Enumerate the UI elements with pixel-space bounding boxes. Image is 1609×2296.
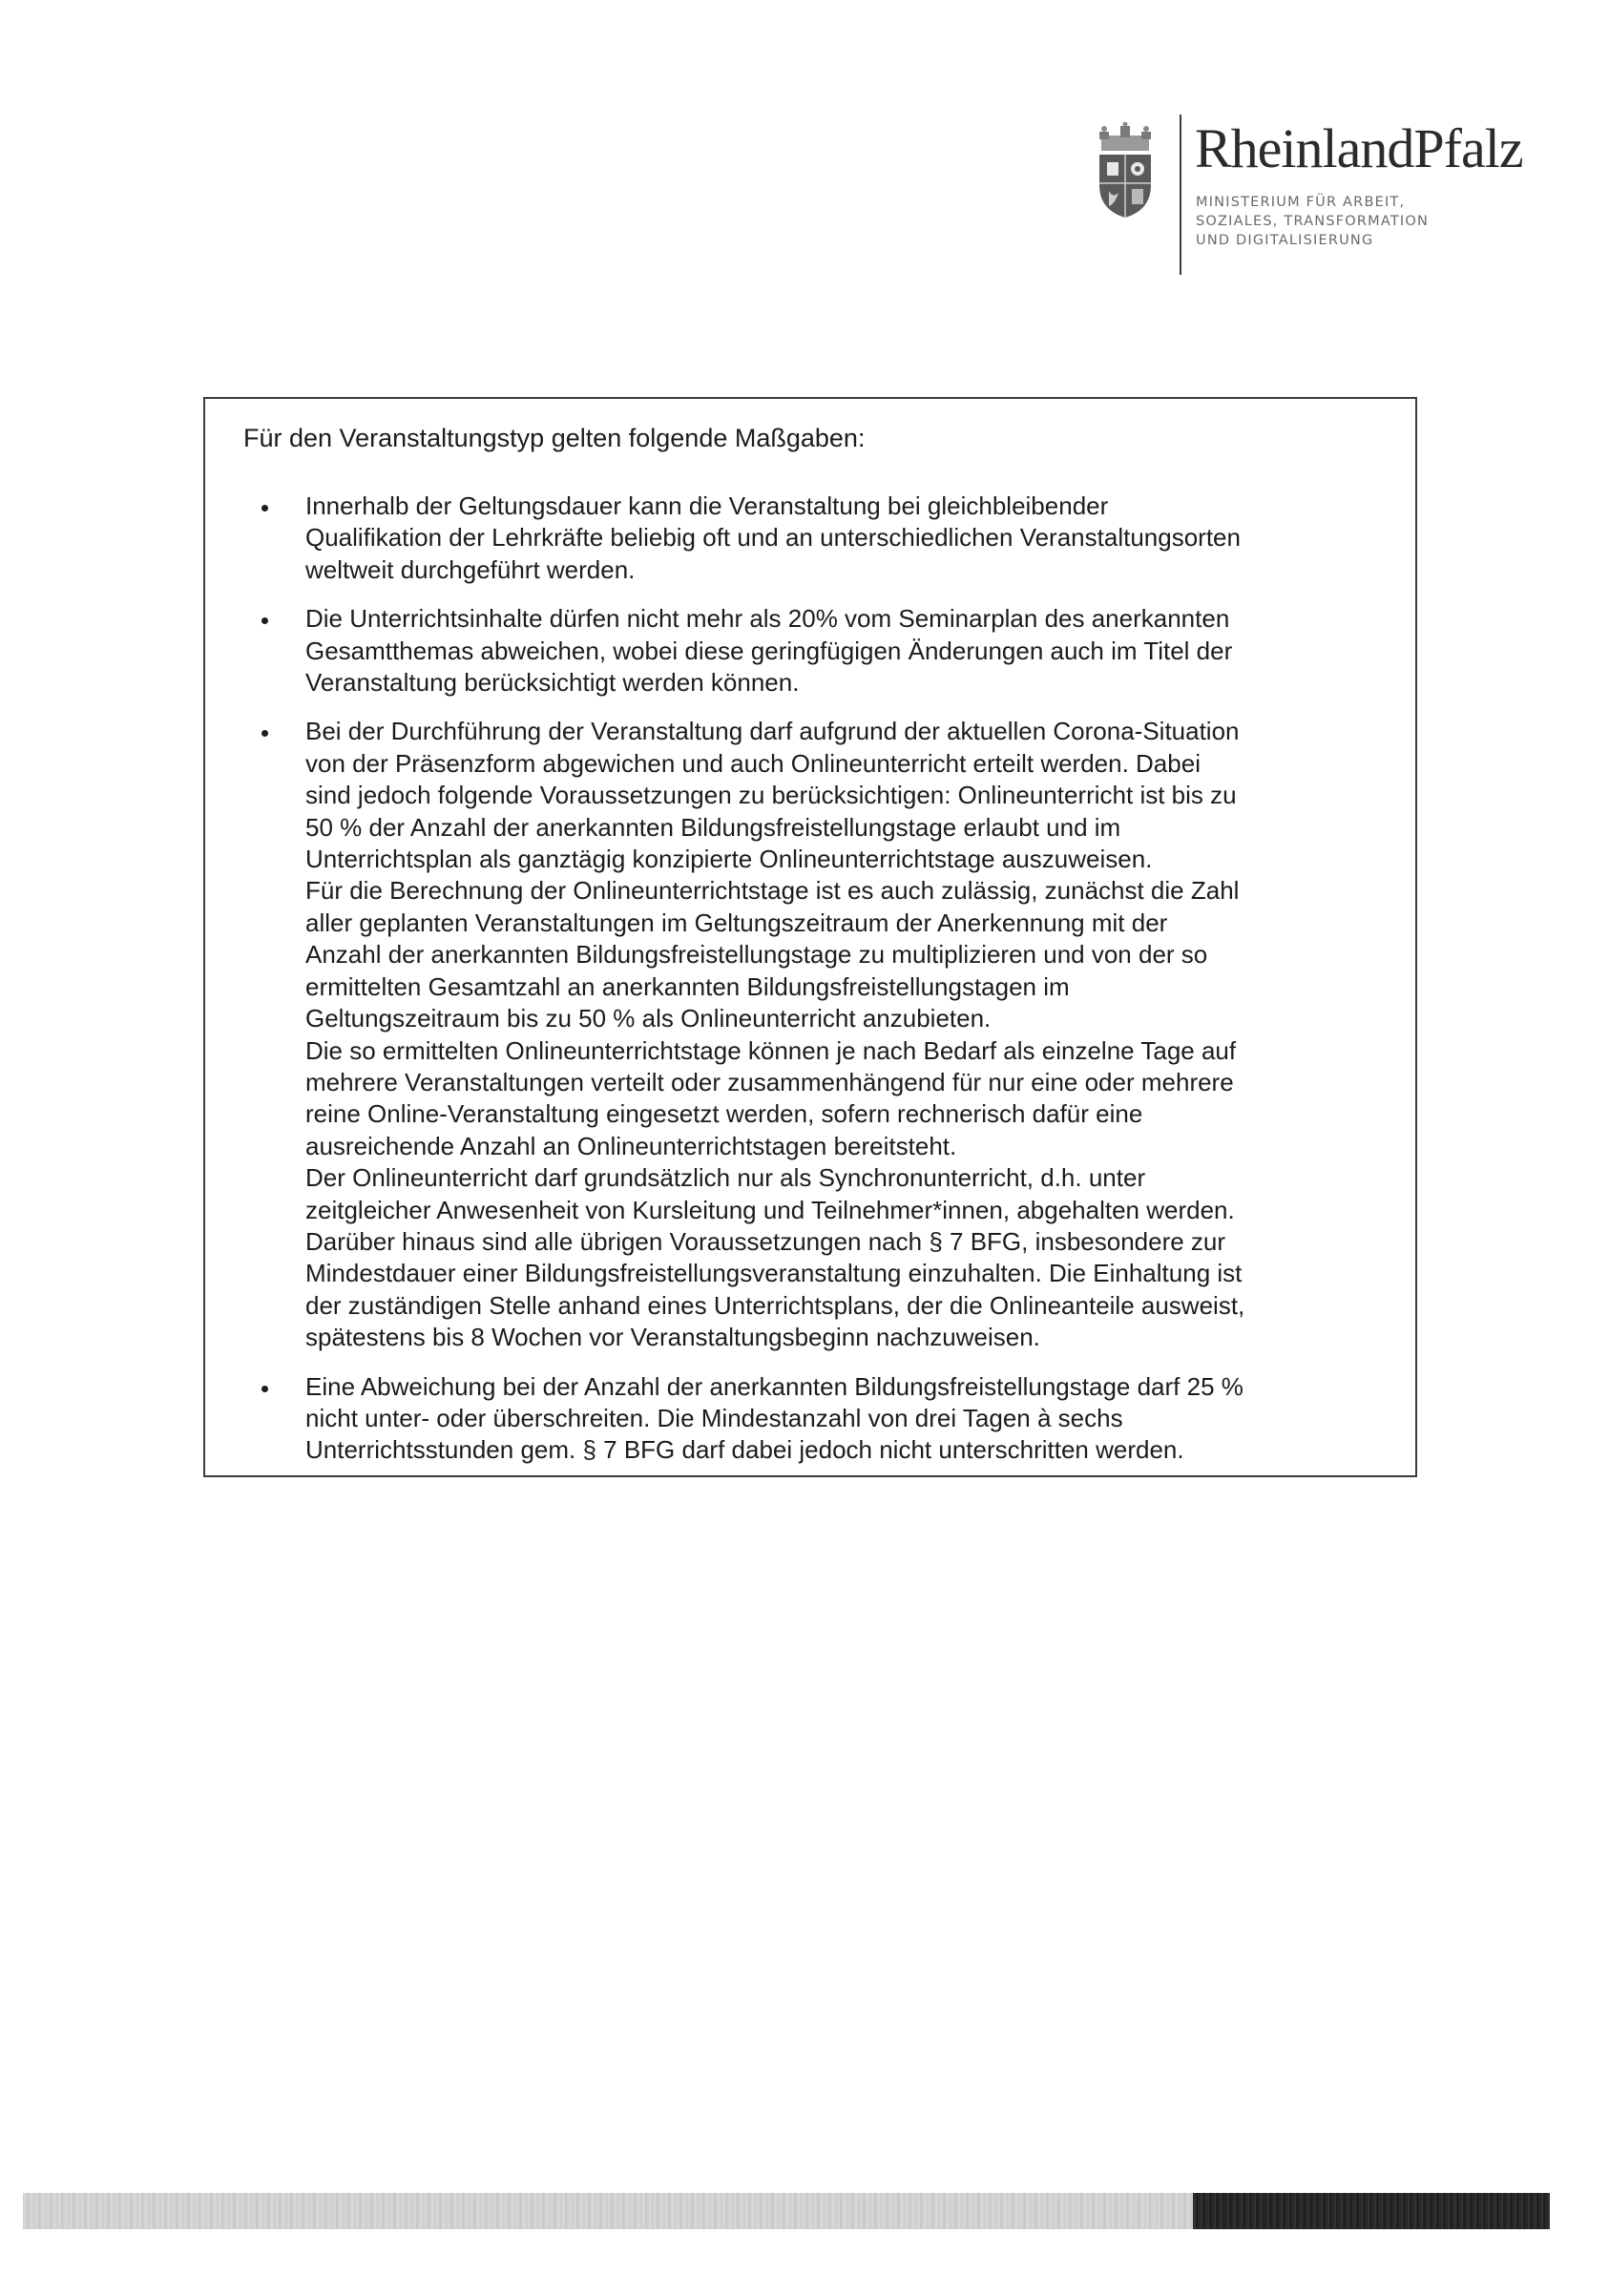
rule-line: 50 % der Anzahl der anerkannten Bildungsfreistellungstage erlaubt und im [305, 812, 1121, 842]
state-crest-icon [1096, 122, 1155, 221]
rule-line: weltweit durchgeführt werden. [305, 554, 636, 584]
rule-line: Eine Abweichung bei der Anzahl der anerkannten Bildungsfreistellungstage darf 25 % [305, 1371, 1243, 1401]
requirements-box [203, 397, 1417, 1477]
rule-line: nicht unter- oder überschreiten. Die Mindestanzahl von drei Tagen à sechs [305, 1403, 1123, 1432]
bullet-icon [261, 617, 268, 624]
rule-line: reine Online-Veranstaltung eingesetzt werden, sofern rechnerisch dafür eine [305, 1099, 1143, 1129]
bullet-icon [261, 505, 268, 511]
ministry-logo [1096, 115, 1523, 277]
rule-line: Qualifikation der Lehrkräfte beliebig oft und an unterschiedlichen Veranstaltungsorten [305, 523, 1241, 553]
rule-line: Für die Berechnung der Onlineunterrichtstage ist es auch zulässig, zunächst die Zahl [305, 876, 1240, 906]
intro-text: Für den Veranstaltungstyp gelten folgende Maßgaben: [243, 424, 866, 452]
ministry-name [1196, 193, 1520, 250]
rule-line: Der Onlineunterricht darf grundsätzlich nur als Synchronunterricht, d.h. unter [305, 1163, 1146, 1193]
footer-bar-light [23, 2193, 1193, 2229]
rule-line: Veranstaltung berücksichtigt werden können. [305, 668, 800, 698]
list-item [205, 716, 1415, 1353]
list-item [205, 491, 1415, 586]
footer-bar-dark [1193, 2193, 1550, 2229]
rule-line: Unterrichtsstunden gem. § 7 BFG darf dabei jedoch nicht unterschritten werden. [305, 1435, 1184, 1465]
ministry-line: SOZIALES, TRANSFORMATION [1196, 214, 1430, 229]
rule-line: spätestens bis 8 Wochen vor Veranstaltungsbeginn nachzuweisen. [305, 1323, 1040, 1352]
rule-line: zeitgleicher Anwesenheit von Kursleitung und Teilnehmer*innen, abgehalten werden. [305, 1195, 1235, 1224]
rule-line: Unterrichtsplan als ganztägig konzipierte Onlineunterrichtstage auszuweisen. [305, 845, 1153, 874]
ministry-line: UND DIGITALISIERUNG [1196, 233, 1374, 248]
rule-line: ausreichende Anzahl an Onlineunterrichtstagen bereitsteht. [305, 1131, 957, 1160]
rule-line: Mindestdauer einer Bildungsfreistellungsveranstaltung einzuhalten. Die Einhaltung ist [305, 1259, 1243, 1288]
rule-line: Die so ermittelten Onlineunterrichtstage können je nach Bedarf als einzelne Tage auf [305, 1035, 1237, 1065]
ministry-line: MINISTERIUM FÜR ARBEIT, [1196, 195, 1406, 210]
requirements-list [205, 491, 1415, 1484]
rule-line: von der Präsenzform abgewichen und auch Onlineunterricht erteilt werden. Dabei [305, 748, 1201, 778]
brand-wordmark: RheinlandPfalz [1195, 117, 1523, 179]
list-item [205, 1371, 1415, 1467]
rule-line: Die Unterrichtsinhalte dürfen nicht mehr als 20% vom Seminarplan des anerkannten [305, 604, 1230, 634]
rule-line: aller geplanten Veranstaltungen im Geltungszeitraum der Anerkennung mit der [305, 908, 1168, 937]
rule-line: Gesamtthemas abweichen, wobei diese geringfügigen Änderungen auch im Titel der [305, 636, 1233, 665]
rule-line: sind jedoch folgende Voraussetzungen zu berücksichtigen: Onlineunterricht ist bis zu [305, 781, 1237, 810]
rule-line: Darüber hinaus sind alle übrigen Voraussetzungen nach § 7 BFG, insbesondere zur [305, 1226, 1226, 1256]
rule-line: Innerhalb der Geltungsdauer kann die Veranstaltung bei gleichbleibender [305, 491, 1109, 520]
rule-line: Bei der Durchführung der Veranstaltung darf aufgrund der aktuellen Corona-Situation [305, 717, 1240, 746]
rule-line: Anzahl der anerkannten Bildungsfreistellungstage zu multiplizieren und von der so [305, 940, 1208, 970]
logo-divider [1180, 115, 1181, 275]
rule-line: mehrere Veranstaltungen verteilt oder zusammenhängend für nur eine oder mehrere [305, 1067, 1234, 1096]
bullet-icon [261, 1386, 268, 1392]
bullet-icon [261, 730, 268, 737]
list-item [205, 603, 1415, 699]
rule-line: ermittelten Gesamtzahl an anerkannten Bildungsfreistellungstagen im [305, 971, 1070, 1001]
rule-line: der zuständigen Stelle anhand eines Unterrichtsplans, der die Onlineanteile ausweist, [305, 1290, 1245, 1320]
rule-line: Geltungszeitraum bis zu 50 % als Onlineunterricht anzubieten. [305, 1004, 992, 1033]
